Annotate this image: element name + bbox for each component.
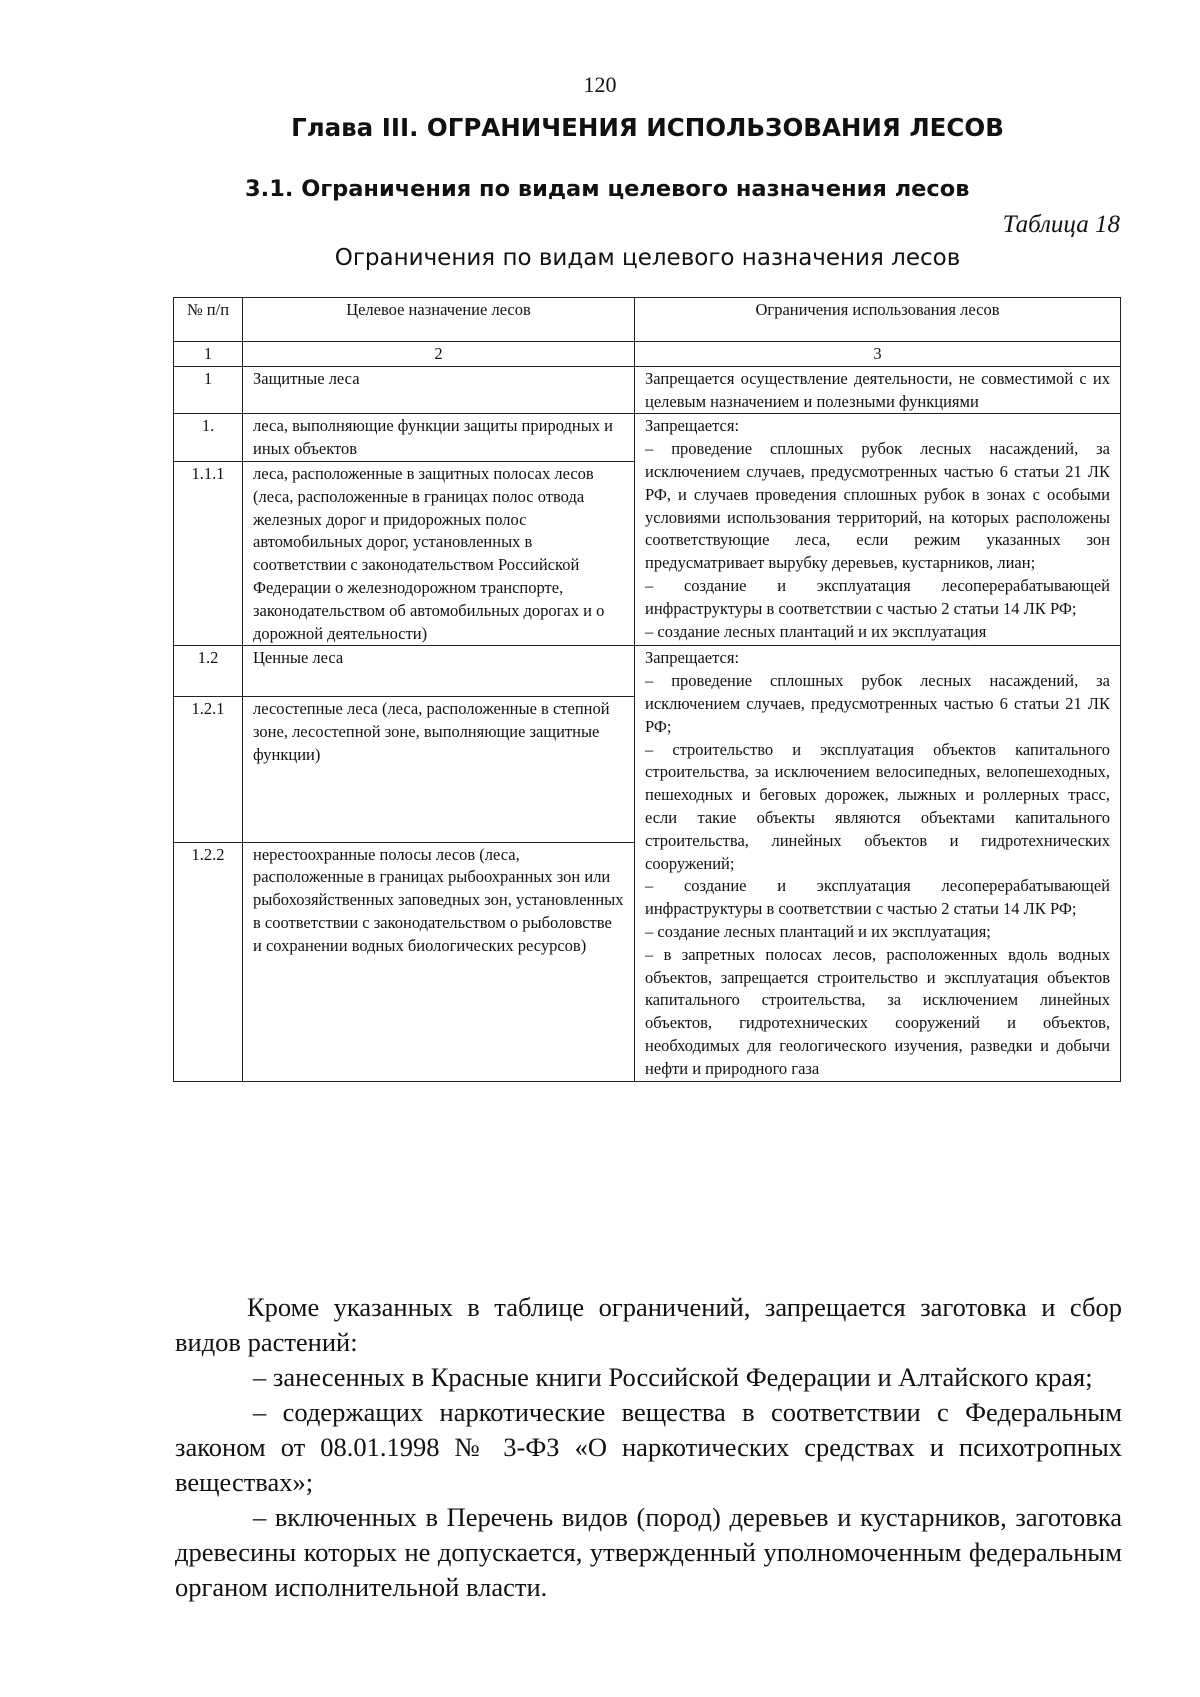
table-row <box>174 414 1121 462</box>
column-number: 1 <box>174 342 243 367</box>
row-purpose: леса, расположенные в защитных полосах лесов (леса, расположенные в границах полос отвода железных дорог и придорожных полос автомобильных дорог, установленных в соответствии с законодательством Российской Федерации о железнодорожном транспорте, законодательством об автомобильных дорогах и о дорожной деятельности) <box>243 461 635 645</box>
restriction-line: Запрещается: <box>645 648 740 668</box>
row-number: 1.2 <box>174 646 243 697</box>
table-number: Таблица 18 <box>1002 211 1120 238</box>
row-purpose: Ценные леса <box>243 646 635 697</box>
table-row <box>174 366 1121 414</box>
row-restriction <box>635 646 1121 1081</box>
table-header-row <box>174 298 1121 342</box>
body-intro: Кроме указанных в таблице ограничений, запрещается заготовка и сбор видов растений: <box>175 1292 1122 1357</box>
row-restriction: Запрещается осуществление деятельности, не совместимой с их целевым назначением и полезными функциями <box>635 366 1121 414</box>
row-number: 1.1.1 <box>174 461 243 645</box>
row-purpose: леса, выполняющие функции защиты природных и иных объектов <box>243 414 635 462</box>
section-title: 3.1. Ограничения по видам целевого назначения лесов <box>245 176 970 202</box>
restriction-line: – создание лесных плантаций и их эксплуатация; <box>645 921 991 941</box>
header-purpose: Целевое назначение лесов <box>243 298 635 342</box>
row-number: 1.2.1 <box>174 697 243 842</box>
restriction-line: – в запретных полосах лесов, расположенных вдоль водных объектов, запрещается строительство и эксплуатация объектов капитального строительства, за исключением линейных объектов, гидротехнических сооружений и объектов, необходимых для геологического изучения, разведки и добычи нефти и природного газа <box>645 944 1110 1078</box>
row-purpose: лесостепные леса (леса, расположенные в степной зоне, лесостепной зоне, выполняющие защитные функции) <box>243 697 635 842</box>
table-caption: Ограничения по видам целевого назначения лесов <box>334 245 961 271</box>
header-restrictions: Ограничения использования лесов <box>635 298 1121 342</box>
body-list-item: – включенных в Перечень видов (пород) деревьев и кустарников, заготовка древесины которых не допускается, утвержденный уполномоченным федеральным органом исполнительной власти. <box>175 1502 1122 1602</box>
restriction-line: Запрещается: <box>645 416 740 436</box>
page-number: 120 <box>583 72 617 97</box>
restriction-line: – создание и эксплуатация лесоперерабатывающей инфраструктуры в соответствии с частью 2 статьи 14 ЛК РФ; <box>645 575 1110 618</box>
chapter-title: Глава III. ОГРАНИЧЕНИЯ ИСПОЛЬЗОВАНИЯ ЛЕСОВ <box>291 113 1004 142</box>
header-number: № п/п <box>174 298 243 342</box>
row-purpose: нерестоохранные полосы лесов (леса, расположенные в границах рыбоохранных зон или рыбохозяйственных заповедных зон, установленных в соответствии с законодательством о рыболовстве и сохранении водных биологических ресурсов) <box>243 842 635 1081</box>
restriction-line: – создание лесных плантаций и их эксплуатация <box>645 621 987 641</box>
body-list-item: – содержащих наркотические вещества в соответствии с Федеральным законом от 08.01.1998 № 3-ФЗ «О наркотических средствах и психотропных веществах»; <box>175 1397 1122 1497</box>
row-number: 1 <box>174 366 243 414</box>
restrictions-table <box>173 297 1121 1082</box>
row-restriction <box>635 414 1121 646</box>
restriction-line: – проведение сплошных рубок лесных насаждений, за исключением случаев, предусмотренных частью 6 статьи 21 ЛК РФ, и случаев проведения сплошных рубок в зонах с особыми условиями использования территорий, на которых расположены соответствующие леса, если режим указанных зон предусматривает вырубку деревьев, кустарников, лиан; <box>645 439 1110 573</box>
column-number: 2 <box>243 342 635 367</box>
row-number: 1.2.2 <box>174 842 243 1081</box>
column-number-row <box>174 342 1121 367</box>
row-number: 1. <box>174 414 243 462</box>
restriction-line: – строительство и эксплуатация объектов капитального строительства, за исключением велосипедных, велопешеходных, пешеходных и беговых дорожек, лыжных и роллерных трасс, если такие объекты являются объектами капитального строительства, линейных объектов и гидротехнических сооружений; <box>645 739 1110 873</box>
table-row <box>174 646 1121 697</box>
column-number: 3 <box>635 342 1121 367</box>
body-list-item: – занесенных в Красные книги Российской Федерации и Алтайского края; <box>253 1362 1093 1392</box>
body-text <box>175 1290 1122 1605</box>
row-purpose: Защитные леса <box>243 366 635 414</box>
restriction-line: – создание и эксплуатация лесоперерабатывающей инфраструктуры в соответствии с частью 2 статьи 14 ЛК РФ; <box>645 876 1110 919</box>
restriction-line: – проведение сплошных рубок лесных насаждений, за исключением случаев, предусмотренных частью 6 статьи 21 ЛК РФ; <box>645 671 1110 736</box>
